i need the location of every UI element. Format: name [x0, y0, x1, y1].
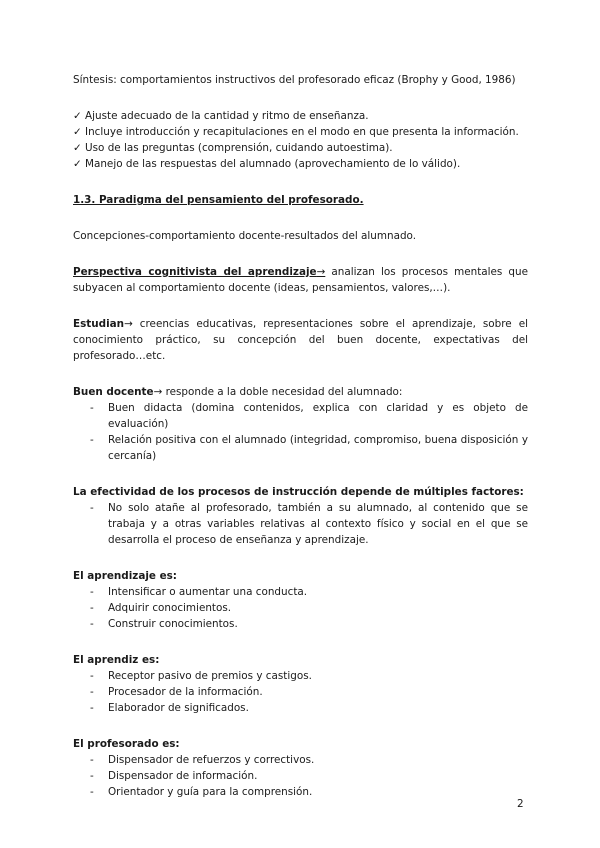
profesorado-heading: El profesorado es:: [73, 738, 180, 750]
list-item: - Procesador de la información.: [73, 684, 528, 700]
perspectiva-arrow: →: [316, 266, 326, 278]
perspectiva-text: analizan los procesos mentales que subyacen al comportamiento docente (ideas, pensamientos, valores,…).: [73, 266, 528, 294]
list-item: - Buen didacta (domina contenidos, explica con claridad y es objeto de evaluación): [73, 400, 528, 432]
list-item: - No solo atañe al profesorado, también a su alumnado, al contenido que se trabaja y a otras variables relativas al contexto físico y social en el que se desarrolla el proceso de enseñanza y aprendizaje.: [73, 500, 528, 548]
aprendiz-heading: El aprendiz es:: [73, 654, 160, 666]
concepts-line: Concepciones-comportamiento docente-resultados del alumnado.: [73, 230, 417, 242]
perspectiva-paragraph: [73, 264, 528, 296]
list-item: - Dispensador de refuerzos y correctivos.: [73, 752, 528, 768]
list-item: - Adquirir conocimientos.: [73, 600, 528, 616]
section-heading: 1.3. Paradigma del pensamiento del profesorado.: [73, 194, 364, 206]
profesorado-list: [73, 752, 528, 800]
efectividad-heading: La efectividad de los procesos de instrucción depende de múltiples factores:: [73, 486, 524, 498]
intro-line: Síntesis: comportamientos instructivos del profesorado eficaz (Brophy y Good, 1986): [73, 74, 516, 86]
check-item: ✓ Incluye introducción y recapitulaciones en el modo en que presenta la información.: [73, 126, 519, 138]
list-item: - Relación positiva con el alumnado (integridad, compromiso, buena disposición y cercanía): [73, 432, 528, 464]
list-item: - Dispensador de información.: [73, 768, 528, 784]
estudian-paragraph: [73, 316, 528, 364]
buen-docente-line: [73, 384, 528, 400]
estudian-text: → creencias educativas, representaciones sobre el aprendizaje, sobre el conocimiento práctico, su concepción del buen docente, expectativas del profesorado…etc.: [73, 318, 528, 362]
buen-docente-text: → responde a la doble necesidad del alumnado:: [153, 386, 403, 398]
list-item: - Orientador y guía para la comprensión.: [73, 784, 528, 800]
buen-docente-list: [73, 400, 528, 464]
estudian-label: Estudian: [73, 318, 125, 330]
perspectiva-label: Perspectiva cognitivista del aprendizaje: [73, 266, 317, 278]
document-page: [73, 72, 528, 800]
efectividad-list: [73, 500, 528, 548]
page-number: 2: [517, 798, 524, 810]
list-item: - Receptor pasivo de premios y castigos.: [73, 668, 528, 684]
check-item: ✓ Ajuste adecuado de la cantidad y ritmo de enseñanza.: [73, 110, 369, 122]
list-item: - Intensificar o aumentar una conducta.: [73, 584, 528, 600]
list-item: - Construir conocimientos.: [73, 616, 528, 632]
aprendizaje-heading: El aprendizaje es:: [73, 570, 177, 582]
check-item: ✓ Manejo de las respuestas del alumnado (aprovechamiento de lo válido).: [73, 158, 461, 170]
buen-docente-label: Buen docente: [73, 386, 154, 398]
check-item: ✓ Uso de las preguntas (comprensión, cuidando autoestima).: [73, 142, 393, 154]
list-item: - Elaborador de significados.: [73, 700, 528, 716]
aprendiz-list: [73, 668, 528, 716]
aprendizaje-list: [73, 584, 528, 632]
